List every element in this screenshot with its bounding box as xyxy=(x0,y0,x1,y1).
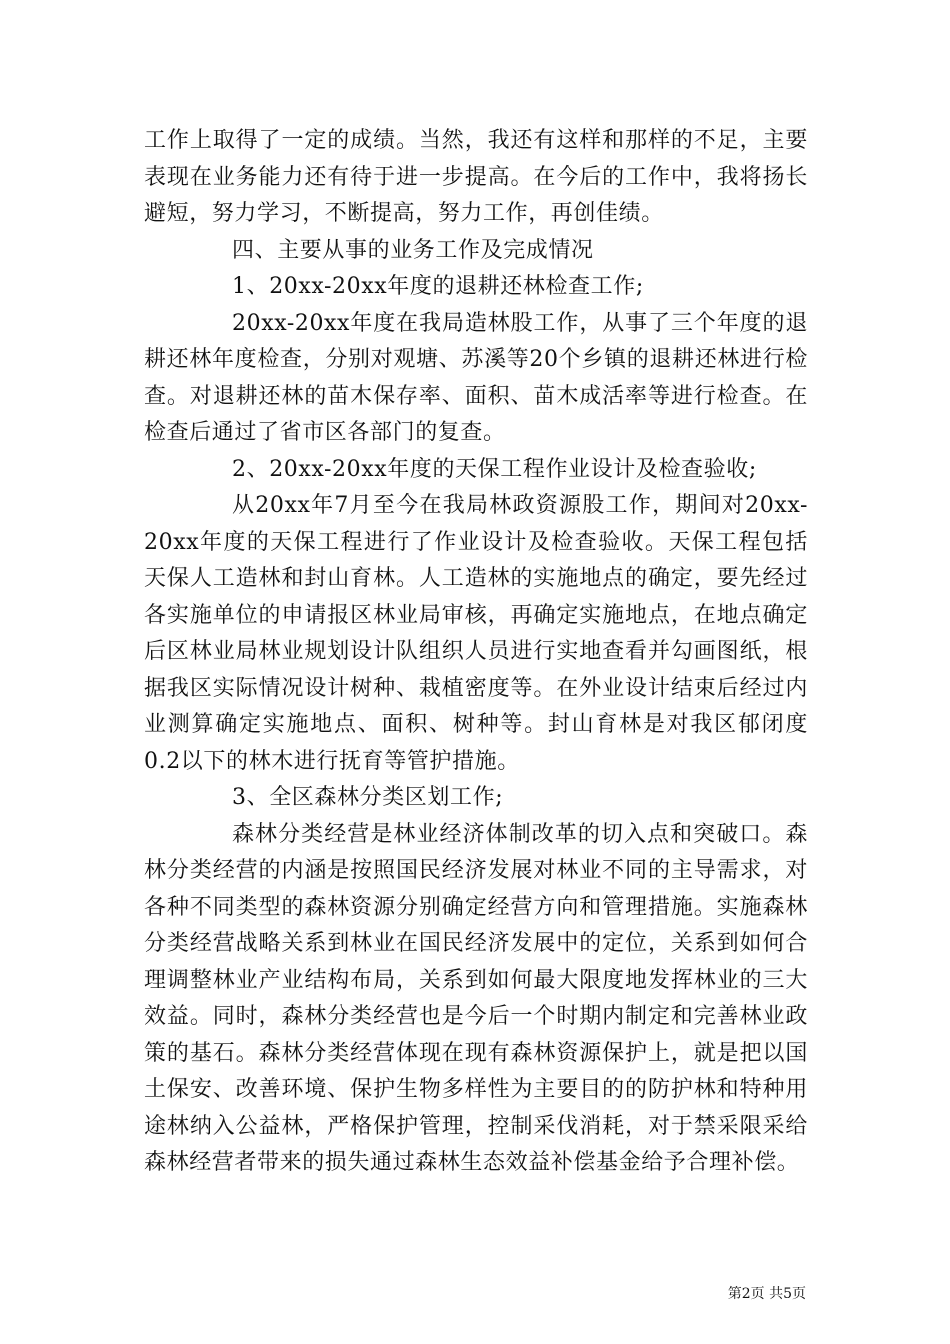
paragraph: 20xx-20xx年度在我局造林股工作，从事了三个年度的退耕还林年度检查，分别对观塘、苏溪等20个乡镇的退耕还林进行检查。对退耕还林的苗木保存率、面积、苗木成活率等进行检查。在检查后通过了省市区各部门的复查。 xyxy=(144,310,808,445)
paragraph-continuation: 工作上取得了一定的成绩。当然，我还有这样和那样的不足，主要表现在业务能力还有待于进一步提高。在今后的工作中，我将扬长避短，努力学习，不断提高，努力工作，再创佳绩。 xyxy=(144,128,808,226)
paragraph: 从20xx年7月至今在我局林政资源股工作，期间对20xx-20xx年度的天保工程进行了作业设计及检查验收。天保工程包括天保人工造林和封山育林。人工造林的实施地点的确定，要先经过各实施单位的申请报区林业局审核，再确定实施地点，在地点确定后区林业局林业规划设计队组织人员进行实地查看并勾画图纸，根据我区实际情况设计树种、栽植密度等。在外业设计结束后经过内业测算确定实施地点、面积、树种等。封山育林是对我区郁闭度0.2以下的林木进行抚育等管护措施。 xyxy=(144,493,808,774)
subsection-heading: 2、20xx-20xx年度的天保工程作业设计及检查验收; xyxy=(232,456,757,482)
subsection-heading: 3、全区森林分类区划工作; xyxy=(232,785,504,810)
subsection-heading: 1、20xx-20xx年度的退耕还林检查工作; xyxy=(232,274,644,299)
section-heading: 四、主要从事的业务工作及完成情况 xyxy=(232,237,594,263)
document-body xyxy=(144,123,808,1182)
page-footer: 第2页 共5页 xyxy=(727,1286,806,1302)
paragraph: 森林分类经营是林业经济体制改革的切入点和突破口。森林分类经营的内涵是按照国民经济发展对林业不同的主导需求，对各种不同类型的森林资源分别确定经营方向和管理措施。实施森林分类经营战略关系到林业在国民经济发展中的定位，关系到如何合理调整林业产业结构布局，关系到如何最大限度地发挥林业的三大效益。同时，森林分类经营也是今后一个时期内制定和完善林业政策的基石。森林分类经营体现在现有森林资源保护上，就是把以国土保安、改善环境、保护生物多样性为主要目的的防护林和特种用途林纳入公益林，严格保护管理，控制采伐消耗，对于禁采限采给森林经营者带来的损失通过森林生态效益补偿基金给予合理补偿。 xyxy=(144,821,808,1175)
